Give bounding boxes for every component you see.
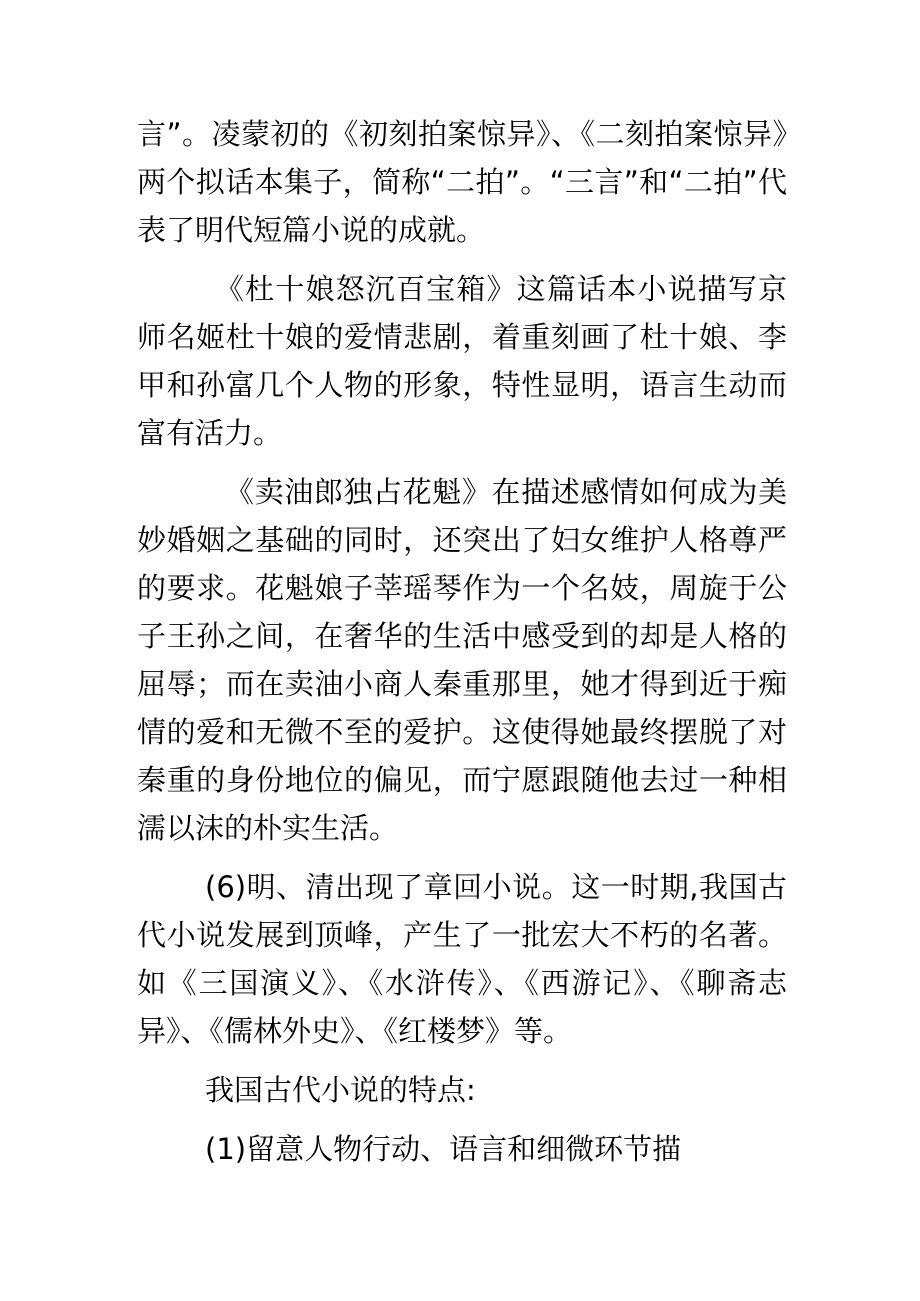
paragraph-feature-1: (1)留意人物行动、语言和细微环节描 bbox=[205, 1132, 682, 1166]
paragraph-features-heading: 我国古代小说的特点: bbox=[205, 1073, 476, 1107]
paragraph-du-shiniang: 《杜十娘怒沉百宝箱》这篇话本小说描写京师名姬杜十娘的爱情悲剧，着重刻画了杜十娘、李甲和孙富几个人物的形象，特性显明，语言生动而富有活力。 bbox=[137, 272, 787, 450]
paragraph-maiyoulang: 《卖油郎独占花魁》在描述感情如何成为美妙婚姻之基础的同时，还突出了妇女维护人格尊严的要求。花魁娘子莘瑶琴作为一个名妓，周旋于公子王孙之间，在奢华的生活中感受到的却是人格的屈辱；而在卖油小商人秦重那里，她才得到近于痴情的爱和无微不至的爱护。这使得她最终摆脱了对秦重的身份地位的偏见，而宁愿跟随他去过一种相濡以沫的朴实生活。 bbox=[137, 475, 787, 845]
paragraph-san-yan-er-pai: 言”。凌蒙初的《初刻拍案惊异》、《二刻拍案惊异》两个拟话本集子，简称“二拍”。“三言”和“二拍”代表了明代短篇小说的成就。 bbox=[137, 117, 787, 247]
paragraph-ming-qing-novels: (6)明、清出现了章回小说。这一时期,我国古代小说发展到顶峰，产生了一批宏大不朽的名著。如《三国演义》、《水浒传》、《西游记》、《聊斋志异》、《儒林外史》、《红楼梦》等。 bbox=[137, 870, 787, 1048]
document-body bbox=[137, 110, 787, 1184]
